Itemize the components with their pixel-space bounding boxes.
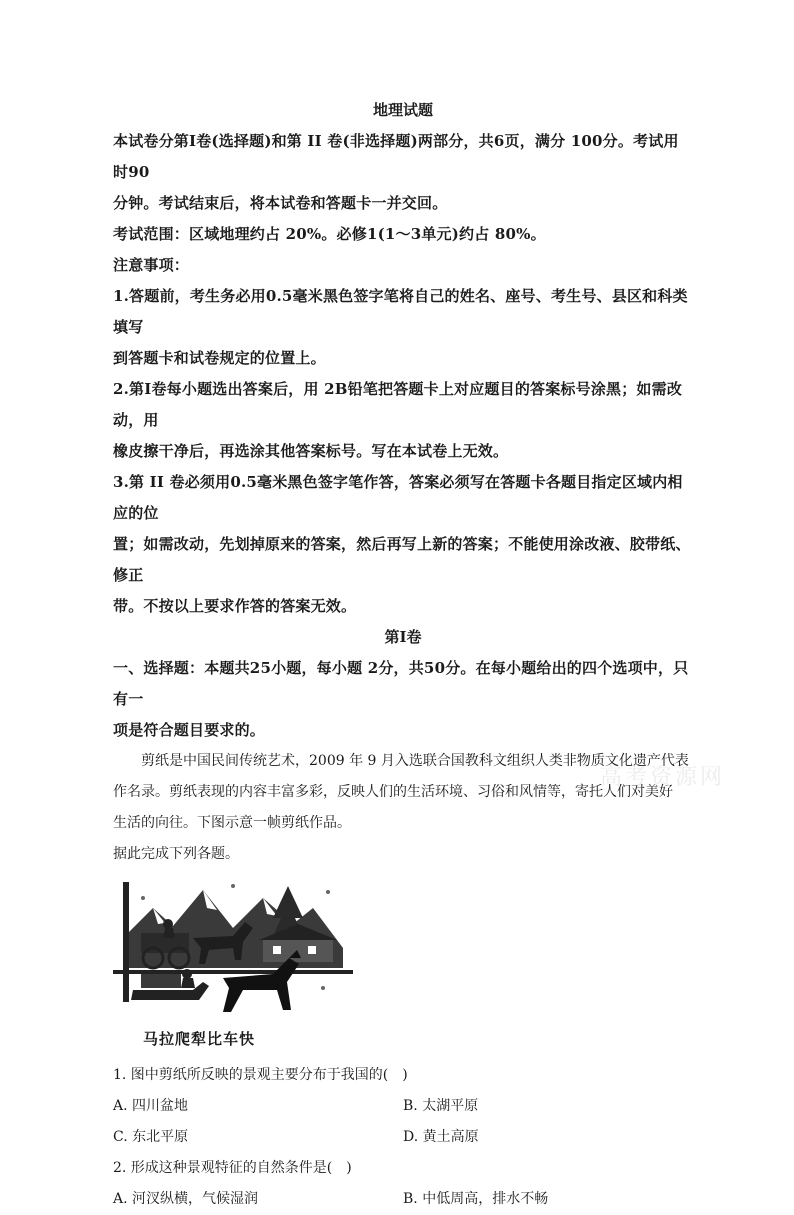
option-row: [113, 1122, 693, 1153]
option-row: [113, 1091, 693, 1122]
option-c: C. 东北平原: [113, 1129, 189, 1145]
section-desc-line: 一、选择题：本题共25小题，每小题 2分，共50分。在每小题给出的四个选项中，只有一: [113, 659, 689, 708]
option-b: B. 中低周高，排水不畅: [403, 1191, 549, 1207]
option-d: D. 黄土高原: [403, 1129, 479, 1145]
option-a: A. 四川盆地: [113, 1098, 189, 1114]
section-title: 第Ⅰ卷: [384, 628, 422, 646]
question-1: [113, 1060, 693, 1153]
page-title: 地理试题: [372, 101, 433, 119]
option-b: B. 太湖平原: [403, 1098, 479, 1114]
intro-line: 置；如需改动，先划掉原来的答案，然后再写上新的答案；不能使用涂改液、胶带纸、修正: [113, 535, 691, 584]
section-desc-line: 项是符合题目要求的。: [113, 721, 266, 739]
passage-line: 生活的向往。下图示意一帧剪纸作品。: [113, 815, 351, 831]
paper-cut-illustration: [113, 878, 353, 1028]
intro-line: 考试范围：区域地理约占 20%。必修1(1～3单元)约占 80%。: [113, 225, 546, 243]
intro-line: 橡皮擦干净后，再选涂其他答案标号。写在本试卷上无效。: [113, 442, 509, 460]
intro-line: 带。不按以上要求作答的答案无效。: [113, 597, 357, 615]
figure-caption: 马拉爬犁比车快: [143, 1030, 256, 1048]
option-a: A. 河汊纵横，气候湿润: [113, 1191, 259, 1207]
intro-line: 分钟。考试结束后，将本试卷和答题卡一并交回。: [113, 194, 448, 212]
paper-cut-figure: [113, 878, 353, 1056]
intro-line: 1.答题前，考生务必用0.5毫米黑色签字笔将自己的姓名、座号、考生号、县区和科类填写: [113, 287, 688, 336]
passage-line: 剪纸是中国民间传统艺术，2009 年 9 月入选联合国教科文组织人类非物质文化遗产代表: [141, 753, 689, 769]
intro-line: 注意事项：: [113, 256, 190, 274]
watermark: 高考资源网: [600, 765, 726, 790]
exam-page: [113, 100, 693, 1215]
exam-intro: [113, 126, 693, 622]
passage-line: 作名录。剪纸表现的内容丰富多彩，反映人们的生活环境、习俗和风情等，寄托人们对美好: [113, 784, 673, 800]
intro-line: 到答题卡和试卷规定的位置上。: [113, 349, 326, 367]
instruction: 据此完成下列各题。: [113, 846, 239, 862]
option-row: [113, 1184, 693, 1215]
intro-line: 3.第 II 卷必须用0.5毫米黑色签字笔作答，答案必须写在答题卡各题目指定区域内相应的位: [113, 473, 683, 522]
intro-line: 本试卷分第Ⅰ卷(选择题)和第 II 卷(非选择题)两部分，共6页，满分 100分。考试用时90: [113, 132, 679, 181]
question-stem: 1. 图中剪纸所反映的景观主要分布于我国的( ): [113, 1067, 408, 1083]
intro-line: 2.第Ⅰ卷每小题选出答案后，用 2B铅笔把答题卡上对应题目的答案标号涂黑；如需改动，用: [113, 380, 683, 429]
question-2: [113, 1153, 693, 1215]
question-stem: 2. 形成这种景观特征的自然条件是( ): [113, 1160, 352, 1176]
